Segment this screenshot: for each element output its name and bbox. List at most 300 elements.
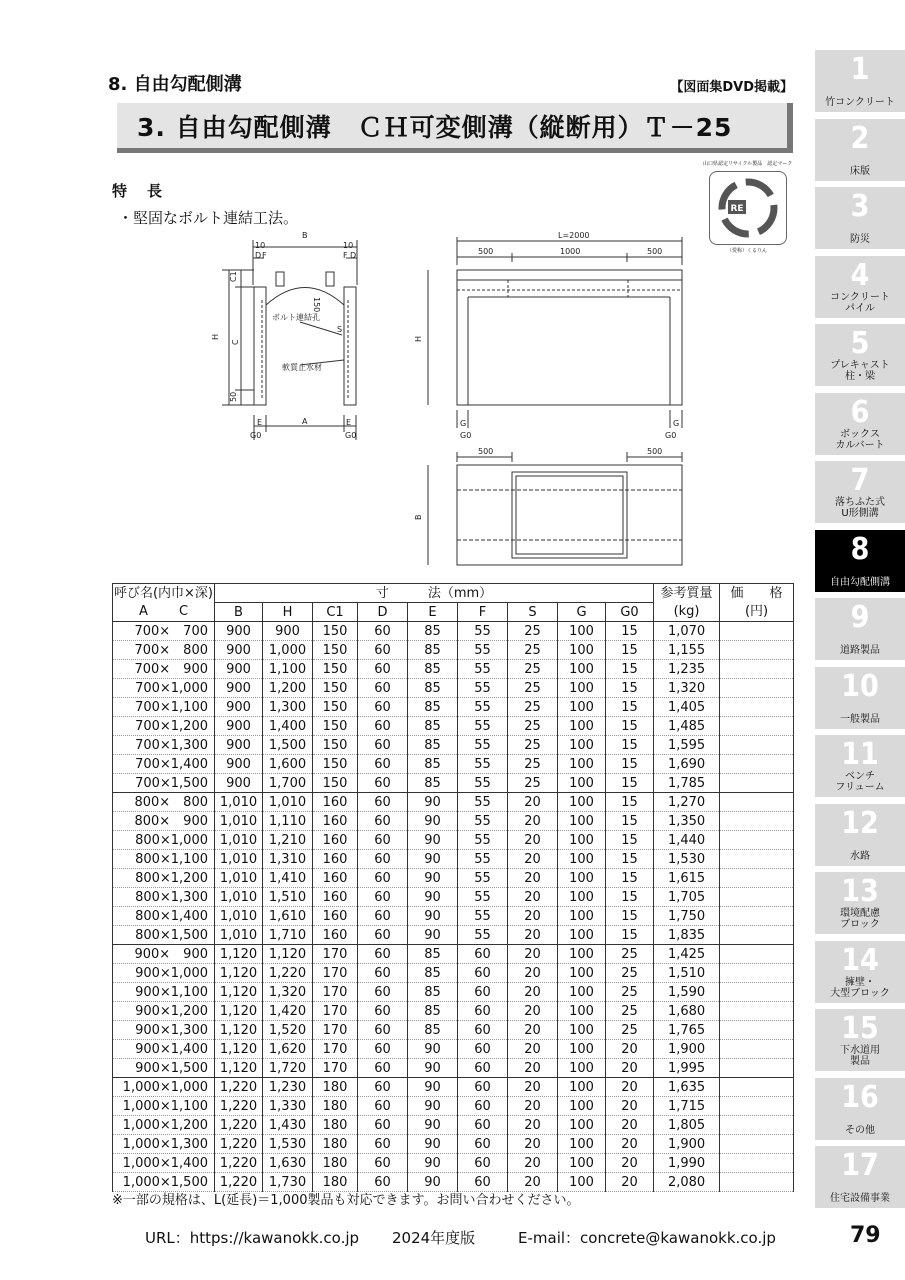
row-cell: 25 <box>606 964 654 983</box>
row-cell: 1,350 <box>654 812 720 831</box>
row-cell: 90 <box>408 926 458 945</box>
chapter-tab-number: 14 <box>841 942 879 978</box>
row-cell: 20 <box>508 1078 558 1097</box>
recycle-mark-sub: （愛称）くるりん <box>726 248 767 254</box>
row-cell: 1,510 <box>654 964 720 983</box>
chapter-tab-label: 環境配慮 ブロック <box>840 908 880 930</box>
row-cell: 1,990 <box>654 1154 720 1173</box>
row-cell: 55 <box>458 926 508 945</box>
row-cell: 150 <box>313 774 358 793</box>
row-cell: 90 <box>408 869 458 888</box>
svg-text:H: H <box>414 335 423 342</box>
row-cell: 1,220 <box>215 1097 263 1116</box>
row-cell: 1,900 <box>654 1135 720 1154</box>
chapter-tab-label: 水路 <box>850 850 870 862</box>
row-name: 700×1,500 <box>113 774 215 793</box>
row-name: 900×1,000 <box>113 964 215 983</box>
row-cell: 55 <box>458 679 508 698</box>
row-name: 700×1,300 <box>113 736 215 755</box>
dvd-tag: 【図面集DVD掲載】 <box>670 80 793 95</box>
row-cell: 15 <box>606 888 654 907</box>
product-title: 3. 自由勾配側溝 ＣＨ可変側溝（縦断用）Ｔ－25 <box>137 113 733 142</box>
row-cell: 90 <box>408 793 458 812</box>
row-cell: 20 <box>508 907 558 926</box>
row-cell: 20 <box>606 1059 654 1078</box>
price-cell <box>720 850 794 869</box>
svg-text:G0: G0 <box>665 431 677 440</box>
chapter-tab-16[interactable] <box>815 1078 905 1140</box>
footer-url: URL：https://kawanokk.co.jp <box>145 1229 360 1247</box>
row-cell: 100 <box>558 983 606 1002</box>
row-name: 1,000×1,000 <box>113 1078 215 1097</box>
table-row <box>113 869 794 888</box>
row-cell: 1,000 <box>263 641 313 660</box>
row-cell: 60 <box>358 698 408 717</box>
svg-text:C: C <box>231 339 240 345</box>
row-cell: 1,010 <box>215 831 263 850</box>
row-cell: 1,120 <box>215 1040 263 1059</box>
row-name: 1,000×1,300 <box>113 1135 215 1154</box>
row-cell: 900 <box>215 660 263 679</box>
row-cell: 25 <box>606 945 654 964</box>
row-name: 700×1,200 <box>113 717 215 736</box>
row-name: 700× 800 <box>113 641 215 660</box>
row-cell: 20 <box>606 1135 654 1154</box>
row-cell: 20 <box>508 1097 558 1116</box>
row-cell: 100 <box>558 1154 606 1173</box>
row-cell: 1,765 <box>654 1021 720 1040</box>
row-cell: 60 <box>358 1040 408 1059</box>
row-cell: 1,615 <box>654 869 720 888</box>
table-row <box>113 983 794 1002</box>
chapter-tab-4[interactable] <box>815 256 905 318</box>
chapter-tab-label: 擁壁・ 大型ブロック <box>830 976 890 999</box>
row-cell: 85 <box>408 983 458 1002</box>
table-row <box>113 1097 794 1116</box>
price-cell <box>720 641 794 660</box>
price-cell <box>720 945 794 964</box>
table-row <box>113 850 794 869</box>
row-cell: 60 <box>358 1097 408 1116</box>
row-cell: 100 <box>558 1059 606 1078</box>
row-cell: 1,485 <box>654 717 720 736</box>
price-unit: (円) <box>720 603 794 622</box>
row-cell: 25 <box>508 755 558 774</box>
svg-text:H: H <box>211 333 220 340</box>
price-cell <box>720 1002 794 1021</box>
row-cell: 55 <box>458 717 508 736</box>
table-row <box>113 964 794 983</box>
table-row <box>113 1059 794 1078</box>
chapter-tab-label: 住宅設備事業 <box>830 1193 890 1204</box>
row-cell: 55 <box>458 793 508 812</box>
row-cell: 100 <box>558 1078 606 1097</box>
row-cell: 1,995 <box>654 1059 720 1078</box>
svg-text:ボルト連結孔: ボルト連結孔 <box>272 313 320 322</box>
row-cell: 180 <box>313 1116 358 1135</box>
chapter-tab-number: 13 <box>841 874 879 909</box>
row-cell: 100 <box>558 622 606 641</box>
price-cell <box>720 888 794 907</box>
row-cell: 90 <box>408 1059 458 1078</box>
row-cell: 100 <box>558 755 606 774</box>
svg-text:G0: G0 <box>460 431 472 440</box>
row-cell: 25 <box>606 1002 654 1021</box>
row-cell: 100 <box>558 964 606 983</box>
row-name: 700×1,100 <box>113 698 215 717</box>
chapter-tab-14[interactable] <box>815 941 905 1003</box>
row-cell: 1,220 <box>263 964 313 983</box>
row-cell: 90 <box>408 850 458 869</box>
row-cell: 15 <box>606 812 654 831</box>
row-cell: 15 <box>606 679 654 698</box>
row-cell: 60 <box>358 774 408 793</box>
row-cell: 170 <box>313 945 358 964</box>
footer-email: E-mail：concrete@kawanokk.co.jp <box>518 1229 776 1247</box>
svg-text:500: 500 <box>478 447 494 456</box>
row-cell: 20 <box>508 1040 558 1059</box>
row-cell: 20 <box>606 1154 654 1173</box>
svg-text:B: B <box>414 514 423 520</box>
row-cell: 180 <box>313 1154 358 1173</box>
svg-text:10: 10 <box>343 241 354 250</box>
row-cell: 100 <box>558 698 606 717</box>
svg-text:F: F <box>343 251 348 260</box>
row-cell: 90 <box>408 888 458 907</box>
svg-text:G0: G0 <box>250 431 262 440</box>
row-cell: 60 <box>458 945 508 964</box>
row-cell: 20 <box>606 1078 654 1097</box>
row-cell: 55 <box>458 736 508 755</box>
row-cell: 1,425 <box>654 945 720 964</box>
row-cell: 100 <box>558 1116 606 1135</box>
row-cell: 25 <box>508 717 558 736</box>
row-cell: 90 <box>408 907 458 926</box>
row-cell: 90 <box>408 1154 458 1173</box>
row-cell: 20 <box>606 1097 654 1116</box>
chapter-tab-11[interactable] <box>815 735 905 797</box>
table-row <box>113 1021 794 1040</box>
chapter-tab-13[interactable] <box>815 872 905 934</box>
row-cell: 85 <box>408 660 458 679</box>
row-cell: 20 <box>508 983 558 1002</box>
row-cell: 1,400 <box>263 717 313 736</box>
row-cell: 1,120 <box>263 945 313 964</box>
row-cell: 100 <box>558 1002 606 1021</box>
row-cell: 85 <box>408 736 458 755</box>
table-row <box>113 622 794 641</box>
chapter-tab-label: コンクリート パイル <box>830 291 890 314</box>
row-cell: 1,120 <box>215 983 263 1002</box>
price-cell <box>720 812 794 831</box>
row-cell: 60 <box>358 812 408 831</box>
row-cell: 90 <box>408 831 458 850</box>
row-cell: 20 <box>508 1021 558 1040</box>
chapter-tab-1[interactable] <box>815 50 905 112</box>
row-cell: 150 <box>313 698 358 717</box>
price-cell <box>720 1021 794 1040</box>
row-cell: 900 <box>215 698 263 717</box>
row-cell: 160 <box>313 793 358 812</box>
svg-text:500: 500 <box>478 247 494 256</box>
row-cell: 150 <box>313 660 358 679</box>
chapter-tab-15[interactable] <box>815 1009 905 1071</box>
table-row <box>113 736 794 755</box>
col-header: H <box>263 603 313 622</box>
row-name: 800× 900 <box>113 812 215 831</box>
row-cell: 170 <box>313 964 358 983</box>
row-cell: 100 <box>558 1097 606 1116</box>
row-cell: 1,010 <box>215 907 263 926</box>
row-cell: 20 <box>508 1135 558 1154</box>
chapter-tab-7[interactable] <box>815 461 905 523</box>
chapter-tab-number: 5 <box>850 326 870 361</box>
chapter-tab-label: 自由勾配側溝 <box>830 576 890 588</box>
row-cell: 20 <box>606 1040 654 1059</box>
plan-view-labels <box>414 447 662 520</box>
chapter-tab-9[interactable] <box>815 598 905 660</box>
svg-text:A: A <box>302 417 308 426</box>
row-cell: 1,410 <box>263 869 313 888</box>
row-cell: 60 <box>358 945 408 964</box>
price-cell <box>720 717 794 736</box>
row-cell: 90 <box>408 1078 458 1097</box>
row-name: 1,000×1,500 <box>113 1173 215 1192</box>
row-cell: 60 <box>358 1116 408 1135</box>
row-cell: 15 <box>606 793 654 812</box>
row-cell: 1,010 <box>215 850 263 869</box>
row-cell: 25 <box>508 736 558 755</box>
row-cell: 1,610 <box>263 907 313 926</box>
row-cell: 100 <box>558 831 606 850</box>
price-cell <box>720 1116 794 1135</box>
row-cell: 85 <box>408 945 458 964</box>
svg-text:50: 50 <box>229 391 238 402</box>
row-cell: 160 <box>313 850 358 869</box>
row-cell: 1,420 <box>263 1002 313 1021</box>
row-cell: 1,120 <box>215 964 263 983</box>
row-name: 800×1,200 <box>113 869 215 888</box>
row-cell: 1,270 <box>654 793 720 812</box>
row-cell: 1,430 <box>263 1116 313 1135</box>
row-cell: 1,310 <box>263 850 313 869</box>
chapter-tab-label: ボックス カルバート <box>835 428 885 451</box>
svg-text:G: G <box>673 419 680 428</box>
row-cell: 20 <box>508 812 558 831</box>
row-cell: 15 <box>606 736 654 755</box>
svg-text:E: E <box>346 418 352 427</box>
dim-header: 寸 法（mm） <box>215 584 654 603</box>
row-cell: 100 <box>558 926 606 945</box>
row-cell: 100 <box>558 774 606 793</box>
table-row <box>113 755 794 774</box>
row-cell: 1,120 <box>215 1021 263 1040</box>
row-cell: 20 <box>508 869 558 888</box>
col-header: D <box>358 603 408 622</box>
row-cell: 100 <box>558 793 606 812</box>
row-cell: 160 <box>313 869 358 888</box>
price-cell <box>720 1078 794 1097</box>
price-cell <box>720 907 794 926</box>
row-cell: 60 <box>458 1040 508 1059</box>
row-cell: 55 <box>458 888 508 907</box>
chapter-tab-17[interactable] <box>815 1146 905 1208</box>
row-cell: 15 <box>606 926 654 945</box>
row-cell: 60 <box>358 1002 408 1021</box>
svg-text:G: G <box>460 419 467 428</box>
row-cell: 60 <box>458 1002 508 1021</box>
row-cell: 15 <box>606 850 654 869</box>
row-cell: 1,705 <box>654 888 720 907</box>
chapter-tab-label: 下水道用 製品 <box>840 1045 880 1067</box>
price-cell <box>720 1173 794 1192</box>
svg-text:RE: RE <box>730 204 744 214</box>
chapter-tab-5[interactable] <box>815 324 905 386</box>
table-row <box>113 1154 794 1173</box>
row-cell: 15 <box>606 641 654 660</box>
row-cell: 85 <box>408 641 458 660</box>
table-row <box>113 926 794 945</box>
row-name: 800×1,500 <box>113 926 215 945</box>
svg-text:軟質止水材: 軟質止水材 <box>282 363 322 372</box>
side-view-labels <box>414 231 679 440</box>
row-cell: 55 <box>458 660 508 679</box>
col-header: B <box>215 603 263 622</box>
row-cell: 20 <box>508 1059 558 1078</box>
row-cell: 85 <box>408 698 458 717</box>
table-row <box>113 907 794 926</box>
row-name: 800×1,000 <box>113 831 215 850</box>
row-cell: 100 <box>558 717 606 736</box>
row-name: 900×1,100 <box>113 983 215 1002</box>
row-cell: 150 <box>313 641 358 660</box>
price-cell <box>720 1097 794 1116</box>
chapter-tab-3[interactable] <box>815 187 905 249</box>
row-cell: 1,235 <box>654 660 720 679</box>
row-cell: 1,320 <box>263 983 313 1002</box>
col-header: G0 <box>606 603 654 622</box>
row-cell: 900 <box>215 774 263 793</box>
row-cell: 1,590 <box>654 983 720 1002</box>
row-cell: 1,220 <box>215 1135 263 1154</box>
chapter-tab-8[interactable] <box>815 530 905 592</box>
row-cell: 60 <box>358 926 408 945</box>
chapter-tab-number: 16 <box>841 1079 879 1115</box>
price-cell <box>720 1059 794 1078</box>
row-cell: 60 <box>358 1135 408 1154</box>
chapter-tab-number: 12 <box>841 805 879 841</box>
row-cell: 20 <box>508 1002 558 1021</box>
chapter-tab-10[interactable] <box>815 667 905 729</box>
row-cell: 15 <box>606 774 654 793</box>
name-sub-header: A C <box>113 603 215 622</box>
price-cell <box>720 793 794 812</box>
row-cell: 85 <box>408 622 458 641</box>
row-cell: 100 <box>558 945 606 964</box>
svg-text:L=2000: L=2000 <box>558 231 590 240</box>
price-cell <box>720 831 794 850</box>
svg-text:10: 10 <box>255 241 266 250</box>
row-name: 1,000×1,200 <box>113 1116 215 1135</box>
row-cell: 55 <box>458 850 508 869</box>
row-cell: 1,220 <box>215 1078 263 1097</box>
row-cell: 1,600 <box>263 755 313 774</box>
row-cell: 55 <box>458 755 508 774</box>
row-cell: 15 <box>606 717 654 736</box>
row-cell: 60 <box>458 1173 508 1192</box>
price-cell <box>720 774 794 793</box>
row-cell: 1,010 <box>215 812 263 831</box>
row-cell: 60 <box>458 1097 508 1116</box>
chapter-tab-12[interactable] <box>815 804 905 866</box>
row-cell: 25 <box>606 1021 654 1040</box>
row-cell: 100 <box>558 850 606 869</box>
row-cell: 1,690 <box>654 755 720 774</box>
table-row <box>113 1078 794 1097</box>
row-cell: 1,010 <box>215 926 263 945</box>
price-cell <box>720 679 794 698</box>
chapter-tab-6[interactable] <box>815 393 905 455</box>
table-row <box>113 1002 794 1021</box>
row-cell: 60 <box>458 1154 508 1173</box>
table-row <box>113 1135 794 1154</box>
row-cell: 60 <box>358 793 408 812</box>
col-header: C1 <box>313 603 358 622</box>
row-cell: 100 <box>558 1040 606 1059</box>
row-cell: 25 <box>508 641 558 660</box>
row-cell: 100 <box>558 660 606 679</box>
row-cell: 60 <box>358 1078 408 1097</box>
row-cell: 1,715 <box>654 1097 720 1116</box>
chapter-tab-2[interactable] <box>815 119 905 181</box>
svg-text:G0: G0 <box>345 431 357 440</box>
row-cell: 900 <box>215 641 263 660</box>
spec-table <box>112 583 794 1192</box>
row-cell: 180 <box>313 1078 358 1097</box>
row-cell: 1,110 <box>263 812 313 831</box>
row-cell: 60 <box>358 831 408 850</box>
row-cell: 60 <box>458 1021 508 1040</box>
svg-text:F: F <box>262 251 267 260</box>
row-cell: 85 <box>408 1021 458 1040</box>
row-cell: 20 <box>508 1154 558 1173</box>
row-name: 800×1,300 <box>113 888 215 907</box>
chapter-tab-number: 3 <box>850 189 870 224</box>
row-cell: 85 <box>408 755 458 774</box>
row-cell: 1,710 <box>263 926 313 945</box>
row-cell: 20 <box>508 964 558 983</box>
table-row <box>113 1040 794 1059</box>
row-cell: 1,750 <box>654 907 720 926</box>
row-name: 800×1,400 <box>113 907 215 926</box>
chapter-tab-number: 15 <box>841 1011 879 1046</box>
row-cell: 160 <box>313 888 358 907</box>
technical-drawing <box>0 0 905 580</box>
row-cell: 55 <box>458 622 508 641</box>
row-cell: 170 <box>313 1040 358 1059</box>
chapter-tab-label: 床版 <box>850 165 870 177</box>
row-cell: 60 <box>458 964 508 983</box>
section-title: 8. 自由勾配側溝 <box>108 74 242 95</box>
row-cell: 160 <box>313 812 358 831</box>
row-cell: 1,220 <box>215 1116 263 1135</box>
row-cell: 20 <box>606 1116 654 1135</box>
row-cell: 150 <box>313 622 358 641</box>
row-cell: 20 <box>508 1116 558 1135</box>
cross-section-labels <box>211 231 356 440</box>
plan-view <box>428 452 682 565</box>
row-cell: 150 <box>313 679 358 698</box>
